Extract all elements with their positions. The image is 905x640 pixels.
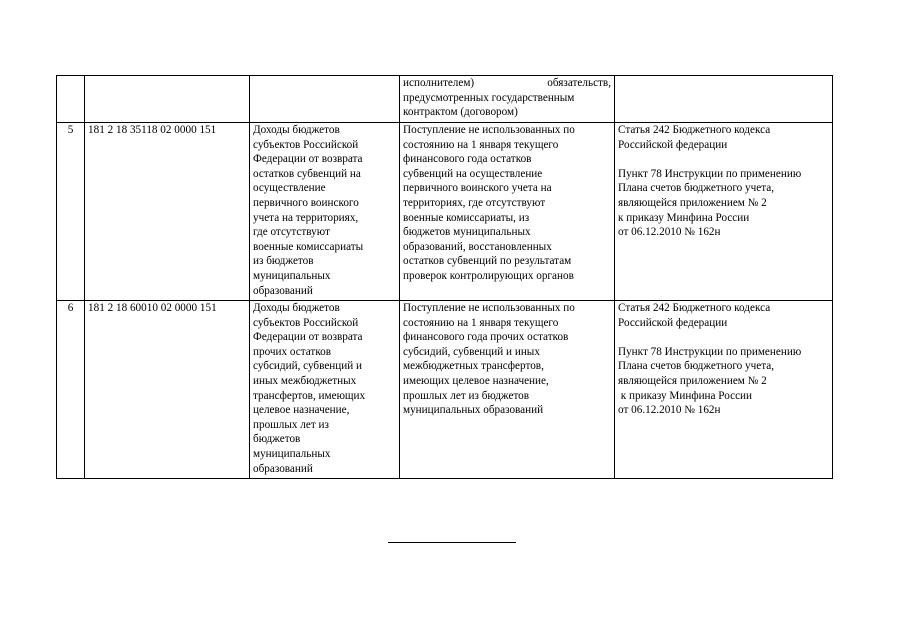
text-line: Федерации от возврата [253,331,363,344]
text-line: остатков субвенций по результатам [403,255,572,268]
text-line: военные комиссариаты [253,240,364,253]
text-line: состоянию на 1 января текущего [403,316,559,329]
text-line: Поступление не использованных по [403,302,575,314]
text-line: прочих остатков [253,345,332,358]
end-of-document-separator [388,542,516,543]
text-line: остатков субвенций на [253,167,361,180]
cell-kbk-code: 181 2 18 35118 02 0000 151 [85,123,250,301]
cell-description [400,301,615,479]
cell-basis-empty [615,76,833,123]
text-line: субъектов Российской [253,316,359,329]
cell-row-number: 5 [57,123,85,301]
text-line: осуществление [253,182,326,195]
text-line: к приказу Минфина России [618,389,753,402]
cell-description-continuation [400,76,615,123]
text-line: прошлых лет из бюджетов [403,389,530,402]
text-line: финансового года остатков [403,153,532,166]
text-line: Статья 242 Бюджетного кодекса [618,302,771,314]
text-line: субсидий, субвенций и [253,360,363,373]
text-line: субъектов Российской [253,138,359,151]
text-line: состоянию на 1 января текущего [403,138,559,151]
text-line: иных межбюджетных [253,374,357,387]
text-line: проверок контролирующих органов [403,269,574,282]
text-line: финансового года прочих остатков [403,331,569,344]
cell-legal-basis [615,123,833,301]
text-line: предусмотренных государственным [403,91,575,104]
text-line: Доходы бюджетов [253,124,340,136]
text-line: контрактом (договором) [403,106,518,119]
text-line: Российской федерации [618,138,728,151]
table-row [57,301,833,479]
text-line: имеющих целевое назначение, [403,374,549,387]
text-line: трансфертов, имеющих [253,389,366,402]
table-row-continuation [57,76,833,123]
text-line: Плана счетов бюджетного учета, [618,360,774,373]
text-line: Пункт 78 Инструкции по применению [618,345,802,358]
text-line: Плана счетов бюджетного учета, [618,182,774,195]
text-line: Российской федерации [618,316,728,329]
text-line: учета на территориях, [253,211,359,224]
table-row [57,123,833,301]
text-line: к приказу Минфина России [618,211,750,224]
text-line: бюджетов [253,433,301,446]
text-line: исполнителем) обязательств, [403,77,611,89]
text-line: первичного воинского учета на [403,182,552,195]
text-line: от 06.12.2010 № 162н [618,226,721,239]
cell-kbk-code: 181 2 18 60010 02 0000 151 [85,301,250,479]
text-line: территориях, где отсутствуют [403,196,546,209]
cell-num-empty [57,76,85,123]
paragraph-gap [618,152,829,167]
text-line: образований, восстановленных [403,240,552,253]
text-line: муниципальных [253,447,331,460]
text-line: образований [253,284,313,297]
text-line: субсидий, субвенций и иных [403,345,540,358]
text-line: где отсутствуют [253,226,330,239]
text-line: из бюджетов [253,255,314,268]
text-line: Статья 242 Бюджетного кодекса [618,124,771,136]
cell-income-name [250,123,400,301]
text-line: образований [253,462,313,475]
text-line: субвенций на осуществление [403,167,543,180]
text-line: от 06.12.2010 № 162н [618,404,721,417]
text-line: являющейся приложением № 2 [618,196,767,209]
text-line: межбюджетных трансфертов, [403,360,544,373]
text-line: прошлых лет из [253,418,329,431]
text-line: целевое назначение, [253,404,350,417]
document-table-container [56,75,832,479]
text-line: Поступление не использованных по [403,124,575,136]
text-line: Доходы бюджетов [253,302,340,314]
text-line: являющейся приложением № 2 [618,374,767,387]
text-line: муниципальных образований [403,404,544,417]
cell-legal-basis [615,301,833,479]
text-line: Пункт 78 Инструкции по применению [618,167,802,180]
text-line: Федерации от возврата [253,153,363,166]
text-line: бюджетов муниципальных [403,226,531,239]
text-line: муниципальных [253,269,331,282]
cell-row-number: 6 [57,301,85,479]
text-line: военные комиссариаты, из [403,211,530,224]
cell-description [400,123,615,301]
kbk-table [56,75,833,479]
cell-income-name [250,301,400,479]
cell-name-empty [250,76,400,123]
paragraph-gap [618,330,829,345]
cell-code-empty [85,76,250,123]
text-line: первичного воинского [253,196,359,209]
